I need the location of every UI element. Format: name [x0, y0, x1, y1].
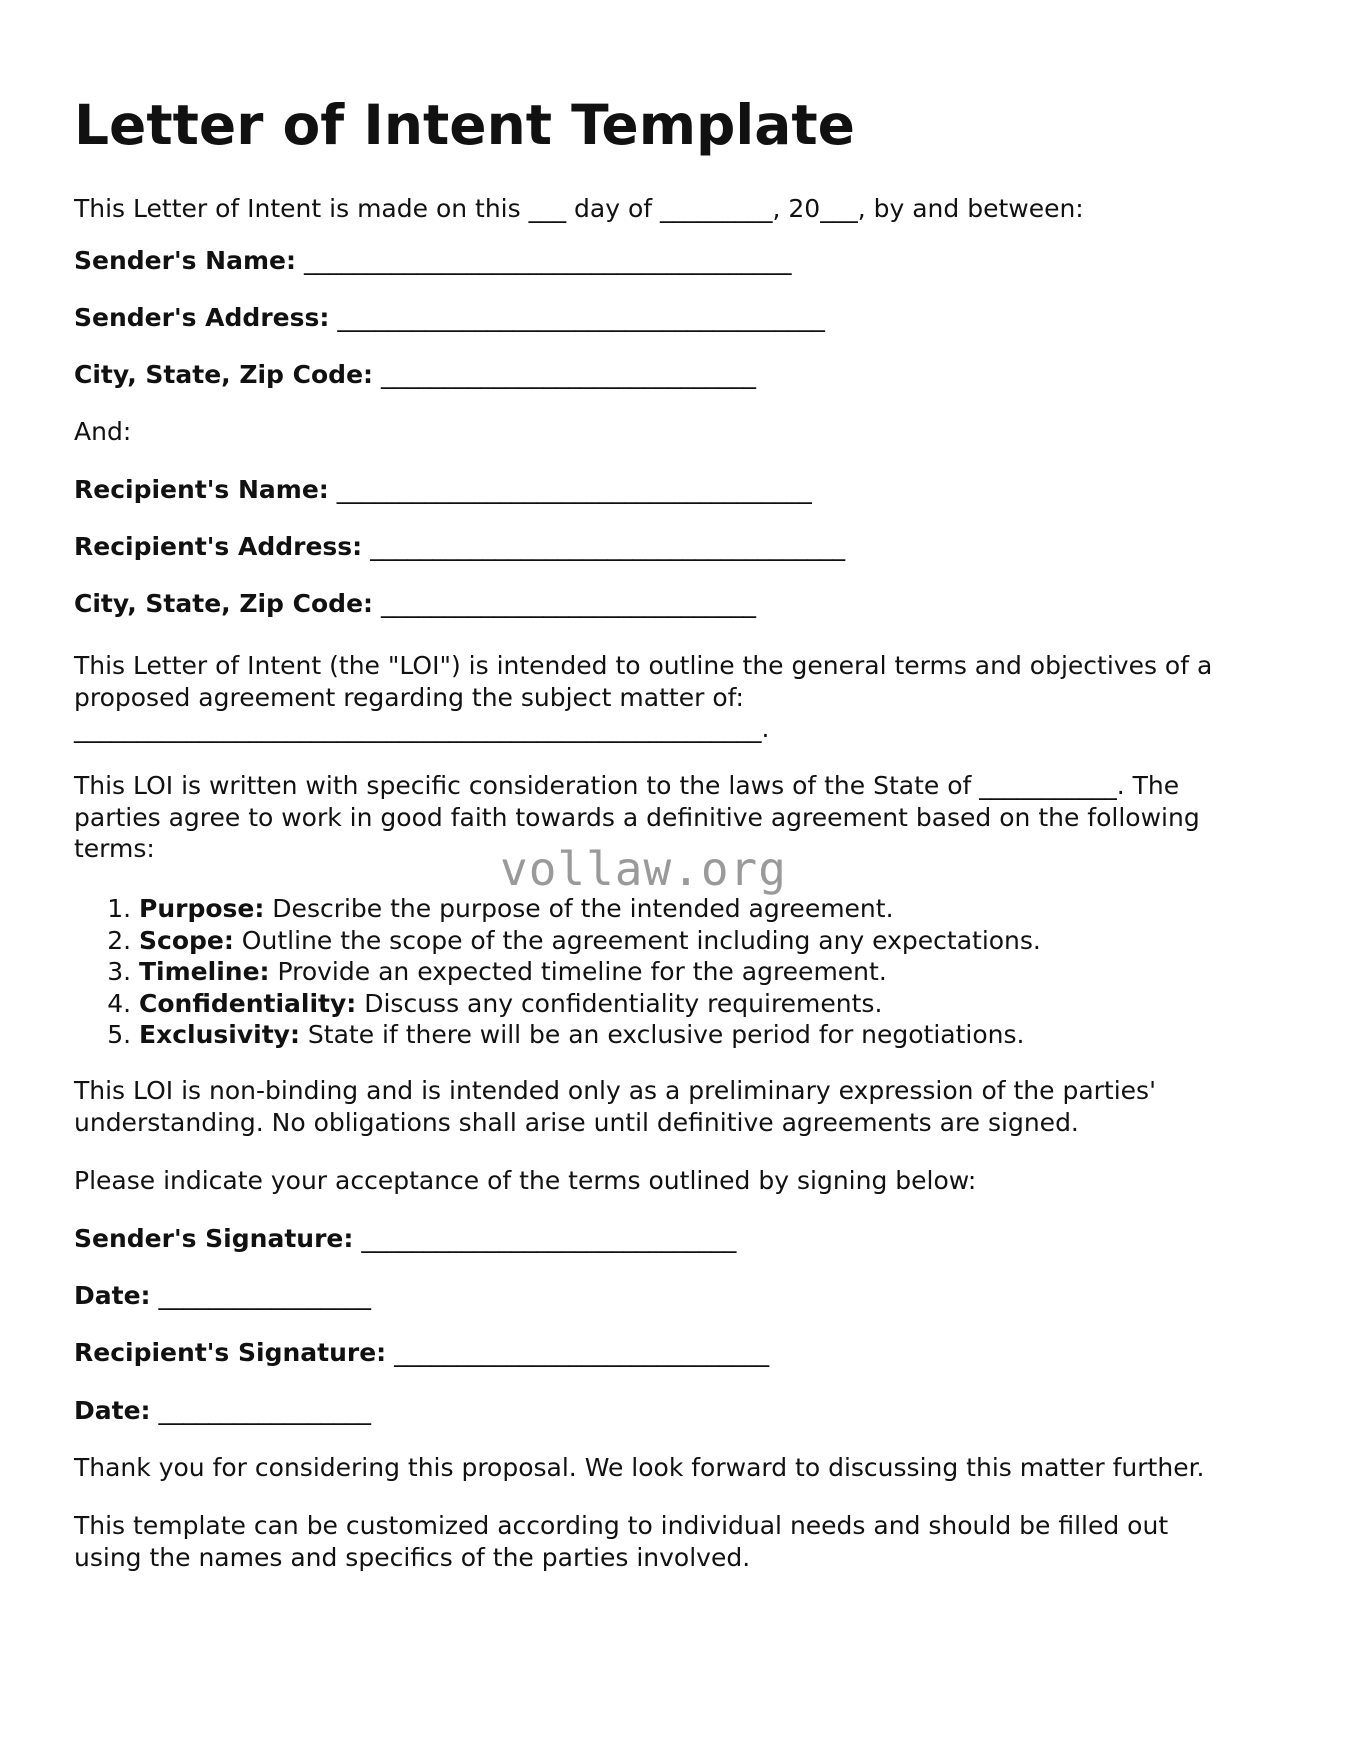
- and-line: And:: [74, 417, 132, 446]
- term-text: Describe the purpose of the intended agreement.: [264, 894, 894, 923]
- sender-city-label: City, State, Zip Code:: [74, 360, 374, 389]
- list-item: [139, 893, 1041, 925]
- term-text: Discuss any confidentiality requirements.: [356, 988, 883, 1018]
- term-label: Exclusivity:: [139, 1020, 300, 1049]
- sender-address-line: [74, 302, 825, 333]
- term-text: Outline the scope of the agreement including any expectations.: [233, 925, 1041, 955]
- customization-paragraph: [74, 1510, 1274, 1573]
- recipient-name-label: Recipient's Name:: [74, 475, 329, 504]
- sender-name-label: Sender's Name:: [74, 246, 296, 275]
- thanks-line: Thank you for considering this proposal. We look forward to discussing this matter further.: [74, 1453, 1205, 1482]
- recipient-date-blank[interactable]: _________________: [158, 1396, 371, 1425]
- term-label: Timeline:: [139, 957, 270, 986]
- recipient-name-blank[interactable]: ______________________________________: [336, 475, 812, 504]
- recipient-signature-label: Recipient's Signature:: [74, 1338, 387, 1367]
- acceptance-line: Please indicate your acceptance of the terms outlined by signing below:: [74, 1166, 977, 1195]
- sender-date-blank[interactable]: _________________: [158, 1281, 371, 1310]
- recipient-address-label: Recipient's Address:: [74, 532, 363, 561]
- sender-city-line: [74, 359, 756, 390]
- watermark-text: vollaw.org: [500, 842, 787, 896]
- nonbinding-line: understanding. No obligations shall arise until definitive agreements are signed.: [74, 1107, 1079, 1137]
- sender-city-blank[interactable]: ______________________________: [380, 360, 756, 389]
- nonbinding-line: This LOI is non-binding and is intended only as a preliminary expression of the parties': [74, 1076, 1156, 1105]
- recipient-city-blank[interactable]: ______________________________: [380, 589, 756, 618]
- recipient-signature-line: [74, 1337, 769, 1368]
- list-item: [139, 925, 1041, 957]
- sender-signature-line: [74, 1223, 736, 1254]
- sender-signature-blank[interactable]: ______________________________: [361, 1224, 737, 1253]
- loi-para-line: proposed agreement regarding the subject matter of:: [74, 682, 744, 712]
- recipient-address-line: [74, 531, 845, 562]
- nonbinding-paragraph: [74, 1075, 1274, 1138]
- recipient-city-line: [74, 588, 756, 619]
- date-label: Date:: [74, 1281, 151, 1310]
- law-para-line: parties agree to work in good faith towards a definitive agreement based on the following: [74, 802, 1200, 832]
- term-text: State if there will be an exclusive period for negotiations.: [299, 1020, 1025, 1049]
- list-item: [139, 956, 1041, 988]
- recipient-address-blank[interactable]: ______________________________________: [370, 532, 846, 561]
- customization-line: using the names and specifics of the parties involved.: [74, 1542, 751, 1572]
- list-item: [139, 988, 1041, 1020]
- document-title: Letter of Intent Template: [74, 93, 855, 157]
- recipient-signature-blank[interactable]: ______________________________: [394, 1338, 770, 1367]
- loi-purpose-paragraph: [74, 650, 1274, 745]
- sender-date-line: [74, 1280, 371, 1311]
- term-label: Confidentiality:: [139, 988, 357, 1018]
- law-para-line: terms:: [74, 834, 155, 863]
- term-label: Purpose:: [139, 894, 265, 923]
- term-label: Scope:: [139, 925, 234, 955]
- sender-address-blank[interactable]: _______________________________________: [337, 303, 825, 332]
- recipient-date-line: [74, 1395, 371, 1426]
- sender-signature-label: Sender's Signature:: [74, 1224, 354, 1253]
- list-item: [139, 1019, 1041, 1051]
- term-text: Provide an expected timeline for the agreement.: [269, 957, 887, 986]
- law-para-line: This LOI is written with specific consideration to the laws of the State of ___________. The: [74, 771, 1180, 800]
- loi-para-line: This Letter of Intent (the "LOI") is intended to outline the general terms and objectives of a: [74, 651, 1213, 680]
- recipient-city-label: City, State, Zip Code:: [74, 589, 374, 618]
- recipient-name-line: [74, 474, 812, 505]
- customization-line: This template can be customized according to individual needs and should be filled out: [74, 1511, 1169, 1540]
- sender-name-blank[interactable]: _______________________________________: [303, 246, 792, 275]
- sender-name-line: [74, 245, 791, 276]
- intro-line: This Letter of Intent is made on this ___ day of _________, 20___, by and between:: [74, 194, 1084, 223]
- subject-matter-blank[interactable]: _______________________________________________________.: [74, 714, 770, 743]
- terms-list: [104, 893, 1041, 1051]
- sender-address-label: Sender's Address:: [74, 303, 330, 332]
- date-label: Date:: [74, 1396, 151, 1425]
